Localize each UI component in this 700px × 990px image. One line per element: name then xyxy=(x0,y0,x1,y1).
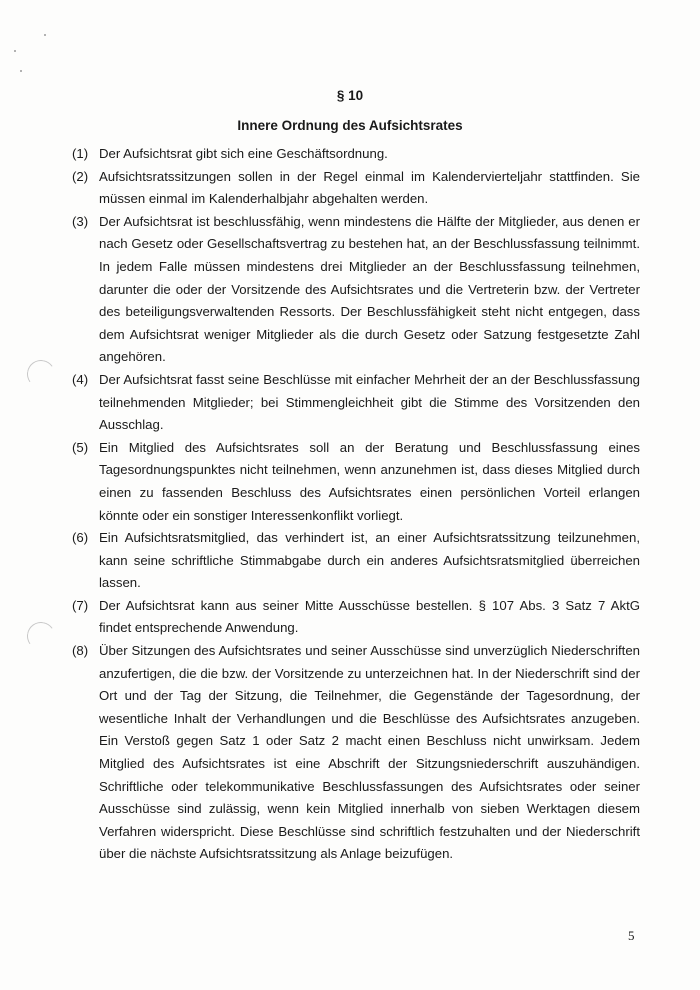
scan-speck xyxy=(20,70,22,72)
clause-2 xyxy=(72,166,640,211)
clause-text: Der Aufsichtsrat gibt sich eine Geschäftsordnung. xyxy=(99,146,388,161)
clause-number: (8) xyxy=(72,643,89,659)
clause-8 xyxy=(72,640,640,866)
clause-number: (5) xyxy=(72,439,89,455)
clause-text: Über Sitzungen des Aufsichtsrates und seiner Ausschüsse sind unverzüglich Niederschriften anzufertigen, die die bzw. der Vorsitzende zu unterzeichnen hat. In der Niederschrift sind der Ort und der Tag der Sitzung, die Teilnehmer, die Gegenstände der Tagesordnung, der wesentliche Inhalt der Verhandlungen und die Beschlüsse des Aufsichtsrates anzugeben. Ein Verstoß gegen Satz 1 oder Satz 2 macht einen Beschluss nicht unwirksam. Jedem Mitglied des Aufsichtsrates ist eine Abschrift der Sitzungsniederschrift auszuhändigen. Schriftliche oder telekommunikative Beschlussfassungen des Aufsichtsrates oder seiner Ausschüsse sind zulässig, wenn kein Mitglied innerhalb von sieben Werktagen diesem Verfahren widerspricht. Diese Beschlüsse sind schriftlich festzuhalten und der Niederschrift über die nächste Aufsichtsratssitzung als Anlage beizufügen. xyxy=(99,643,640,862)
clause-text: Aufsichtsratssitzungen sollen in der Regel einmal im Kalendervierteljahr stattfinden. Sie müssen einmal im Kalenderhalbjahr abgehalten werden. xyxy=(99,168,640,207)
clause-number: (3) xyxy=(72,213,89,229)
clause-1 xyxy=(72,143,640,166)
section-number: § 10 xyxy=(336,88,364,103)
punch-hole-mark xyxy=(25,620,57,652)
clause-number: (7) xyxy=(72,597,89,613)
clause-text: Ein Aufsichtsratsmitglied, das verhindert ist, an einer Aufsichtsratssitzung teilzunehmen, kann seine schriftliche Stimmabgabe durch ein anderes Aufsichtsratsmitglied überreichen lassen. xyxy=(99,530,640,591)
clause-text: Der Aufsichtsrat fasst seine Beschlüsse mit einfacher Mehrheit der an der Beschlussfassung teilnehmenden Mitglieder; bei Stimmengleichheit gibt die Stimme des Vorsitzenden den Ausschlag. xyxy=(99,371,640,433)
clause-number: (4) xyxy=(72,371,89,387)
scan-speck xyxy=(14,50,16,52)
scan-speck xyxy=(44,34,46,36)
clause-number: (1) xyxy=(72,146,89,161)
clause-3 xyxy=(72,211,640,369)
clause-text: Der Aufsichtsrat kann aus seiner Mitte Ausschüsse bestellen. § 107 Abs. 3 Satz 7 AktG findet entsprechende Anwendung. xyxy=(99,597,640,636)
clause-number: (2) xyxy=(72,168,89,184)
clause-5 xyxy=(72,437,640,527)
clause-text: Der Aufsichtsrat ist beschlussfähig, wenn mindestens die Hälfte der Mitglieder, aus denen er nach Gesetz oder Gesellschaftsvertrag zu bestehen hat, an der Beschlussfassung teilnimmt. In jedem Falle müssen mindestens drei Mitglieder an der Beschlussfassung teilnehmen, darunter die oder der Vorsitzende des Aufsichtsrates und die Vertreterin bzw. der Vertreter des beteiligungsverwaltenden Ressorts. Der Beschlussfähigkeit steht nicht entgegen, dass dem Aufsichtsrat weniger Mitglieder als die durch Gesetz oder Satzung festgesetzte Zahl angehören. xyxy=(99,213,640,365)
clause-6 xyxy=(72,527,640,595)
clause-4 xyxy=(72,369,640,437)
section-title: Innere Ordnung des Aufsichtsrates xyxy=(237,118,463,133)
clause-number: (6) xyxy=(72,530,89,546)
clause-7 xyxy=(72,595,640,640)
clause-list xyxy=(72,143,640,866)
page-number: 5 xyxy=(628,928,635,943)
clause-text: Ein Mitglied des Aufsichtsrates soll an der Beratung und Beschlussfassung eines Tagesordnungspunktes nicht teilnehmen, wenn anzunehmen ist, dass dieses Mitglied durch einen zu fassenden Beschluss des Aufsichtsrates einen persönlichen Vorteil erlangen könnte oder ein sonstiger Interessenkonflikt vorliegt. xyxy=(99,439,640,523)
punch-hole-mark xyxy=(25,358,57,390)
